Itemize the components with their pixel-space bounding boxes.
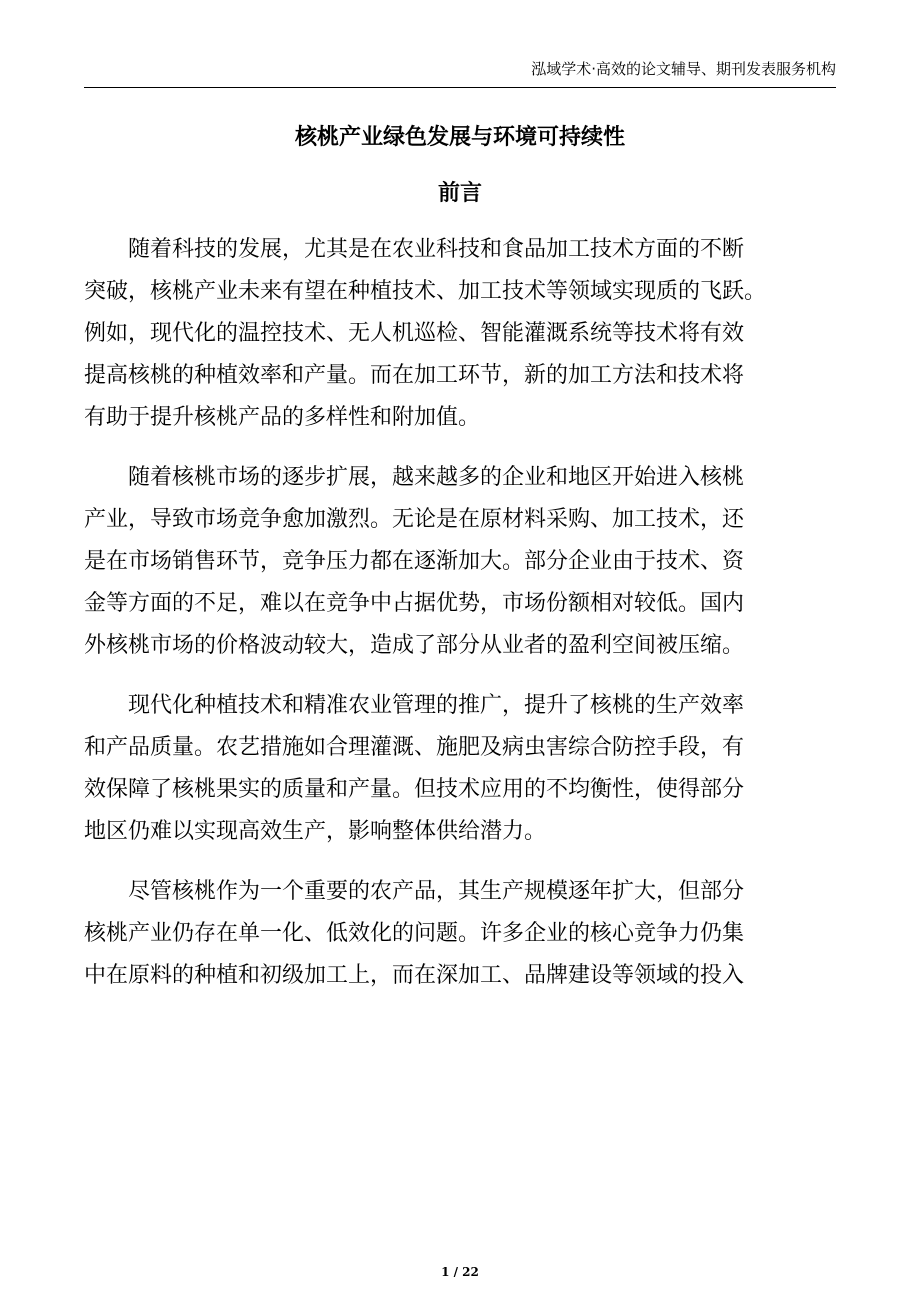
paragraph-line: 例如，现代化的温控技术、无人机巡检、智能灌溉系统等技术将有效 xyxy=(84,321,745,346)
paragraph-line: 随着核桃市场的逐步扩展，越来越多的企业和地区开始进入核桃 xyxy=(128,465,745,490)
document-body xyxy=(84,229,836,1015)
paragraph-line: 提高核桃的种植效率和产量。而在加工环节，新的加工方法和技术将 xyxy=(84,363,745,388)
paragraph-line: 有助于提升核桃产品的多样性和附加值。 xyxy=(84,405,481,430)
paragraph-line: 外核桃市场的价格波动较大，造成了部分从业者的盈利空间被压缩。 xyxy=(84,633,745,658)
paragraph xyxy=(84,229,836,439)
paragraph-line: 随着科技的发展，尤其是在农业科技和食品加工技术方面的不断 xyxy=(128,237,745,262)
paragraph-line: 金等方面的不足，难以在竞争中占据优势，市场份额相对较低。国内 xyxy=(84,591,745,616)
paragraph-line: 是在市场销售环节，竞争压力都在逐渐加大。部分企业由于技术、资 xyxy=(84,549,745,574)
paragraph-line: 中在原料的种植和初级加工上，而在深加工、品牌建设等领域的投入 xyxy=(84,963,745,988)
section-heading: 前言 xyxy=(437,181,482,206)
page-number: 1 / 22 xyxy=(441,1265,479,1279)
paragraph-line: 尽管核桃作为一个重要的农产品，其生产规模逐年扩大，但部分 xyxy=(128,879,745,904)
paragraph-line: 突破，核桃产业未来有望在种植技术、加工技术等领域实现质的飞跃。 xyxy=(84,279,767,304)
paragraph-line: 产业，导致市场竞争愈加激烈。无论是在原材料采购、加工技术，还 xyxy=(84,507,745,532)
paragraph-line: 地区仍难以实现高效生产，影响整体供给潜力。 xyxy=(84,819,547,844)
paragraph xyxy=(84,457,836,667)
document-title: 核桃产业绿色发展与环境可持续性 xyxy=(294,125,625,150)
page-header: 泓域学术·高效的论文辅导、期刊发表服务机构 xyxy=(531,60,836,78)
header-divider xyxy=(84,87,836,88)
paragraph-line: 现代化种植技术和精准农业管理的推广，提升了核桃的生产效率 xyxy=(128,693,745,718)
paragraph xyxy=(84,685,836,853)
paragraph xyxy=(84,871,836,997)
paragraph-line: 核桃产业仍存在单一化、低效化的问题。许多企业的核心竞争力仍集 xyxy=(84,921,745,946)
paragraph-line: 和产品质量。农艺措施如合理灌溉、施肥及病虫害综合防控手段，有 xyxy=(84,735,745,760)
paragraph-line: 效保障了核桃果实的质量和产量。但技术应用的不均衡性，使得部分 xyxy=(84,777,745,802)
